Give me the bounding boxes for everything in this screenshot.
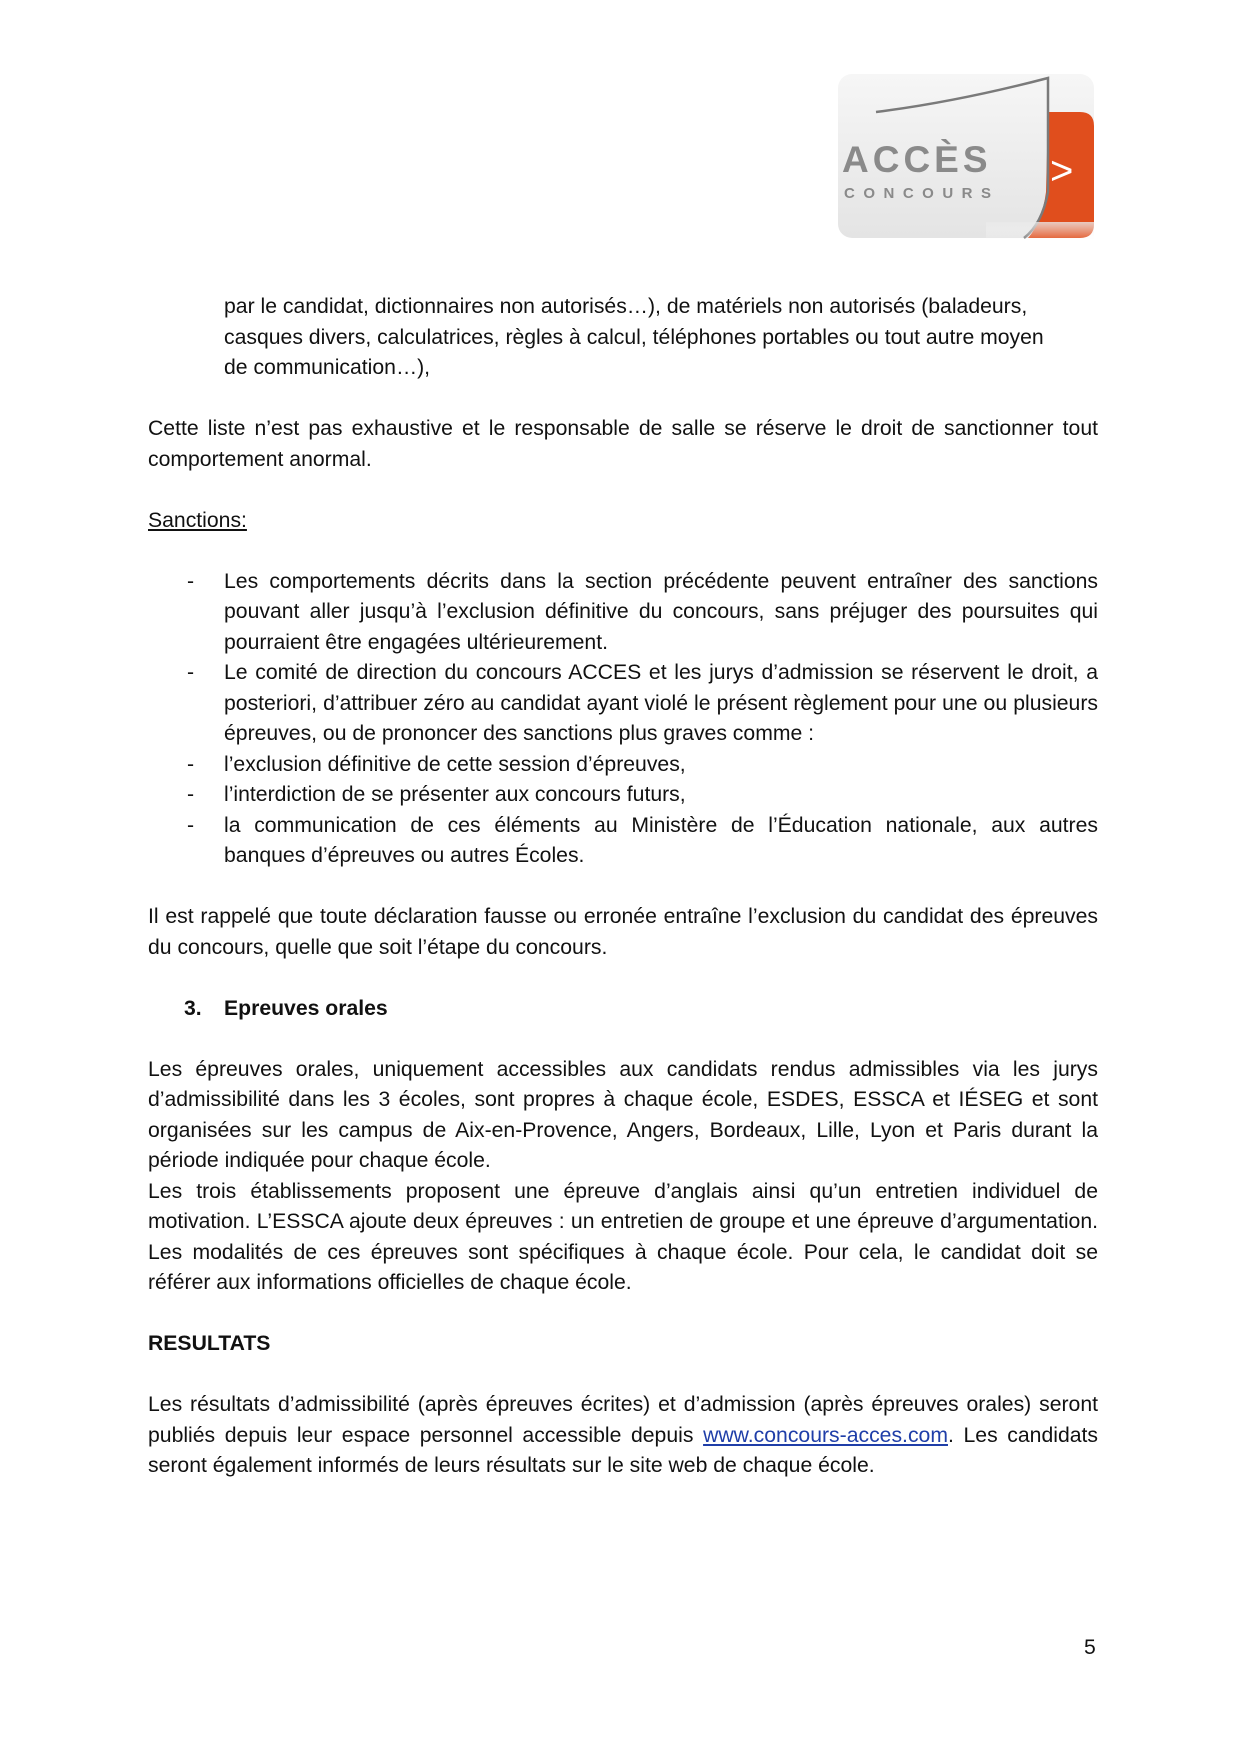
section-title: Epreuves orales — [224, 996, 388, 1020]
logo-arrow-glyph: > — [1050, 149, 1074, 193]
list-item: - l’exclusion définitive de cette session d’épreuves, — [148, 750, 1098, 781]
results-paragraph: Les résultats d’admissibilité (après épreuves écrites) et d’admission (après épreuves orales) seront publiés depuis leur espace personnel accessible depuis www.concours-acces.com. Les candidats seront également informés de leurs résultats sur le site web de chaque école. — [148, 1393, 1098, 1477]
dash-bullet: - — [187, 813, 195, 837]
list-item: - Le comité de direction du concours ACCES et les jurys d’admission se réservent le droit, a posteriori, d’attribuer zéro au candidat ayant violé le présent règlement pour une ou plusieurs épreuves, ou de prononcer des sanctions plus graves comme : — [148, 658, 1098, 750]
dash-bullet: - — [187, 752, 195, 776]
oral-section-heading — [148, 994, 1098, 1025]
document-body — [148, 292, 1098, 1482]
list-item: - la communication de ces éléments au Ministère de l’Éducation nationale, aux autres banques d’épreuves ou autres Écoles. — [148, 811, 1098, 872]
sanctions-heading: Sanctions: — [148, 508, 247, 532]
continuation-line-1: par le candidat, dictionnaires non autorisés…), de matériels non autorisés (baladeurs, — [224, 295, 1028, 318]
concours-acces-link[interactable]: www.concours-acces.com — [703, 1423, 948, 1447]
list-note-paragraph: Cette liste n’est pas exhaustive et le responsable de salle se réserve le droit de sanctionner tout comportement anormal. — [148, 417, 1098, 471]
acces-concours-logo — [836, 72, 1096, 242]
list-item: - Les comportements décrits dans la section précédente peuvent entraîner des sanctions pouvant aller jusqu’à l’exclusion définitive du concours, sans préjuger des poursuites qui pourraient être engagées ultérieurement. — [148, 567, 1098, 659]
dash-bullet: - — [187, 569, 195, 593]
continuation-line-2: casques divers, calculatrices, règles à calcul, téléphones portables ou tout autre moyen — [224, 325, 1044, 349]
logo-graphic — [836, 72, 1096, 242]
oral-paragraph-1: Les épreuves orales, uniquement accessibles aux candidats rendus admissibles via les jurys d’admissibilité dans les 3 écoles, sont propres à chaque école, ESDES, ESSCA et IÉSEG et sont organisées sur les campus de Aix-en-Provence, Angers, Bordeaux, Lille, Lyon et Paris durant la période indiquée pour chaque école. — [148, 1057, 1098, 1172]
logo-text-acces: ACCÈS — [842, 139, 992, 180]
logo-reflection — [986, 222, 1094, 242]
results-heading: RESULTATS — [148, 1332, 271, 1355]
sanctions-list — [148, 567, 1098, 872]
reminder-paragraph: Il est rappelé que toute déclaration fausse ou erronée entraîne l’exclusion du candidat des épreuves du concours, quelle que soit l’étape du concours. — [148, 905, 1098, 959]
page-number: 5 — [1084, 1636, 1096, 1659]
oral-paragraph-2: Les trois établissements proposent une épreuve d’anglais ainsi qu’un entretien individuel de motivation. L’ESSCA ajoute deux épreuves : un entretien de groupe et une épreuve d’argumentation. Les modalités de ces épreuves sont spécifiques à chaque école. Pour cela, le candidat doit se référer aux informations officielles de chaque école. — [148, 1179, 1098, 1294]
logo-text-concours: CONCOURS — [844, 185, 1000, 202]
list-item: - l’interdiction de se présenter aux concours futurs, — [148, 780, 1098, 811]
dash-bullet: - — [187, 661, 195, 684]
continuation-line-3: de communication…), — [224, 356, 431, 379]
section-number: 3. — [184, 996, 202, 1020]
dash-bullet: - — [187, 783, 195, 806]
continuation-block — [148, 292, 1098, 384]
